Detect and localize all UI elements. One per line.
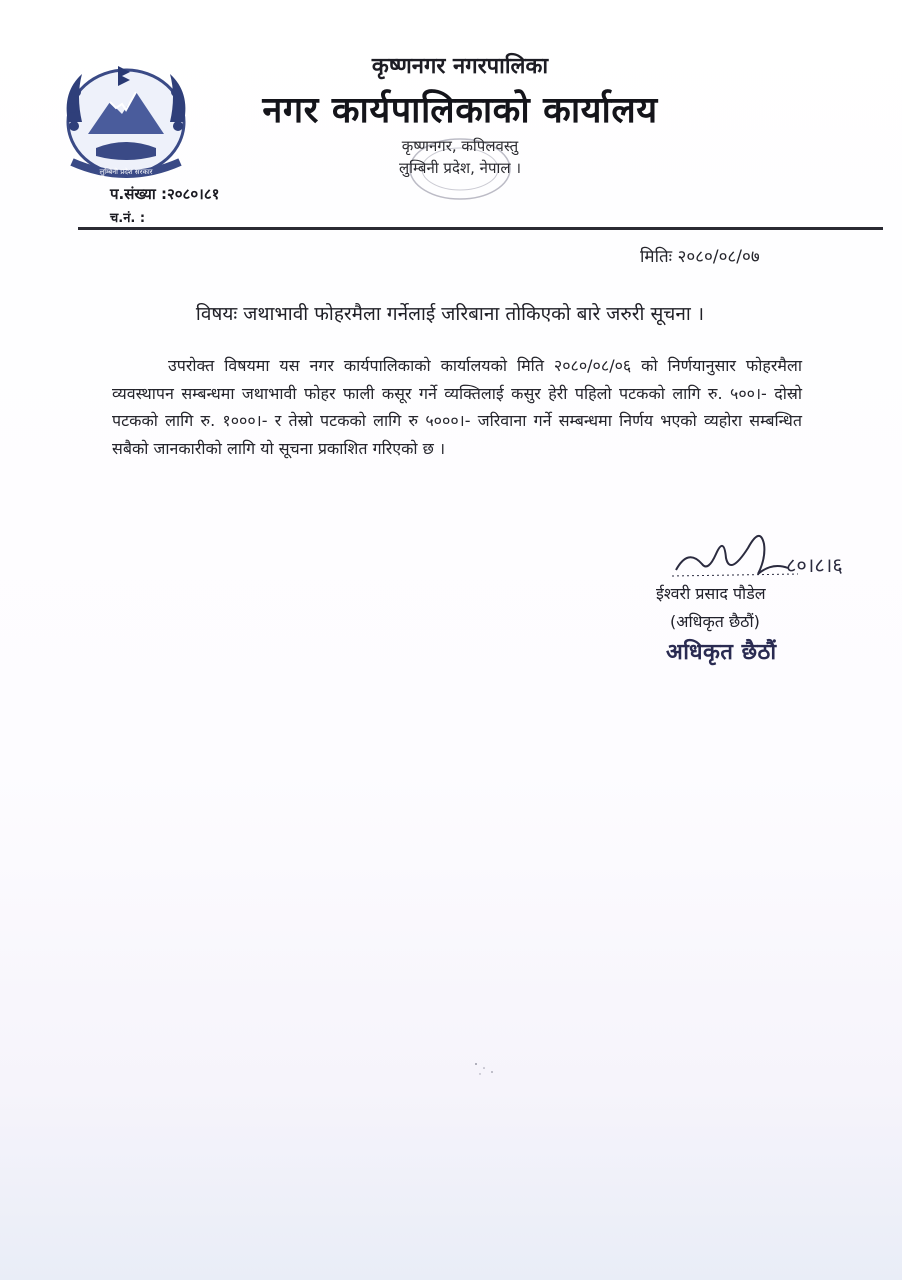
signatory-name: ईश्वरी प्रसाद पौडेल: [656, 584, 766, 603]
address-line-1: कृष्णनगर, कपिलवस्तु: [401, 137, 519, 155]
address-line-2: लुम्बिनी प्रदेश, नेपाल ।: [398, 159, 522, 177]
signature-icon: [668, 518, 848, 588]
paper-speck: [470, 1058, 500, 1078]
reference-number: प.संख्या :२०८०।८१: [110, 185, 220, 203]
header-divider: [78, 227, 883, 230]
dispatch-number: च.नं. :: [110, 211, 146, 226]
signature-date: ८०।८।६: [786, 553, 843, 577]
office-name: नगर कार्यपालिकाको कार्यालय: [262, 90, 658, 131]
signatory-stamp: अधिकृत छैठौं: [666, 640, 777, 665]
municipality-name: कृष्णनगर नगरपालिका: [371, 54, 549, 79]
notice-subject: विषयः जथाभावी फोहरमैला गर्नेलाई जरिबाना तोकिएको बारे जरुरी सूचना ।: [195, 303, 705, 325]
notice-date: मितिः २०८०/०८/०७: [640, 247, 760, 267]
signatory-title: (अधिकृत छैठौं): [670, 612, 760, 631]
notice-body: उपरोक्त विषयमा यस नगर कार्यपालिकाको कार्यालयको मिति २०८०/०८/०६ को निर्णयानुसार फोहरमैला व्यवस्थापन सम्बन्धमा जथाभावी फोहर फाली कसूर गर्ने व्यक्तिलाई कसुर हेरी पहिलो पटकको लागि रु. ५००।- दोस्रो पटकको लागि रु. १०००।- र तेस्रो पटकको लागि रु ५०००।- जरिवाना गर्ने सम्बन्धमा निर्णय भएको व्यहोरा सम्बन्धित सबैको जानकारीको लागि यो सूचना प्रकाशित गरिएको छ ।: [112, 356, 802, 458]
nepal-government-emblem-icon: [52, 52, 200, 188]
emblem-caption: लुम्बिनी प्रदेश सरकार: [99, 168, 153, 176]
